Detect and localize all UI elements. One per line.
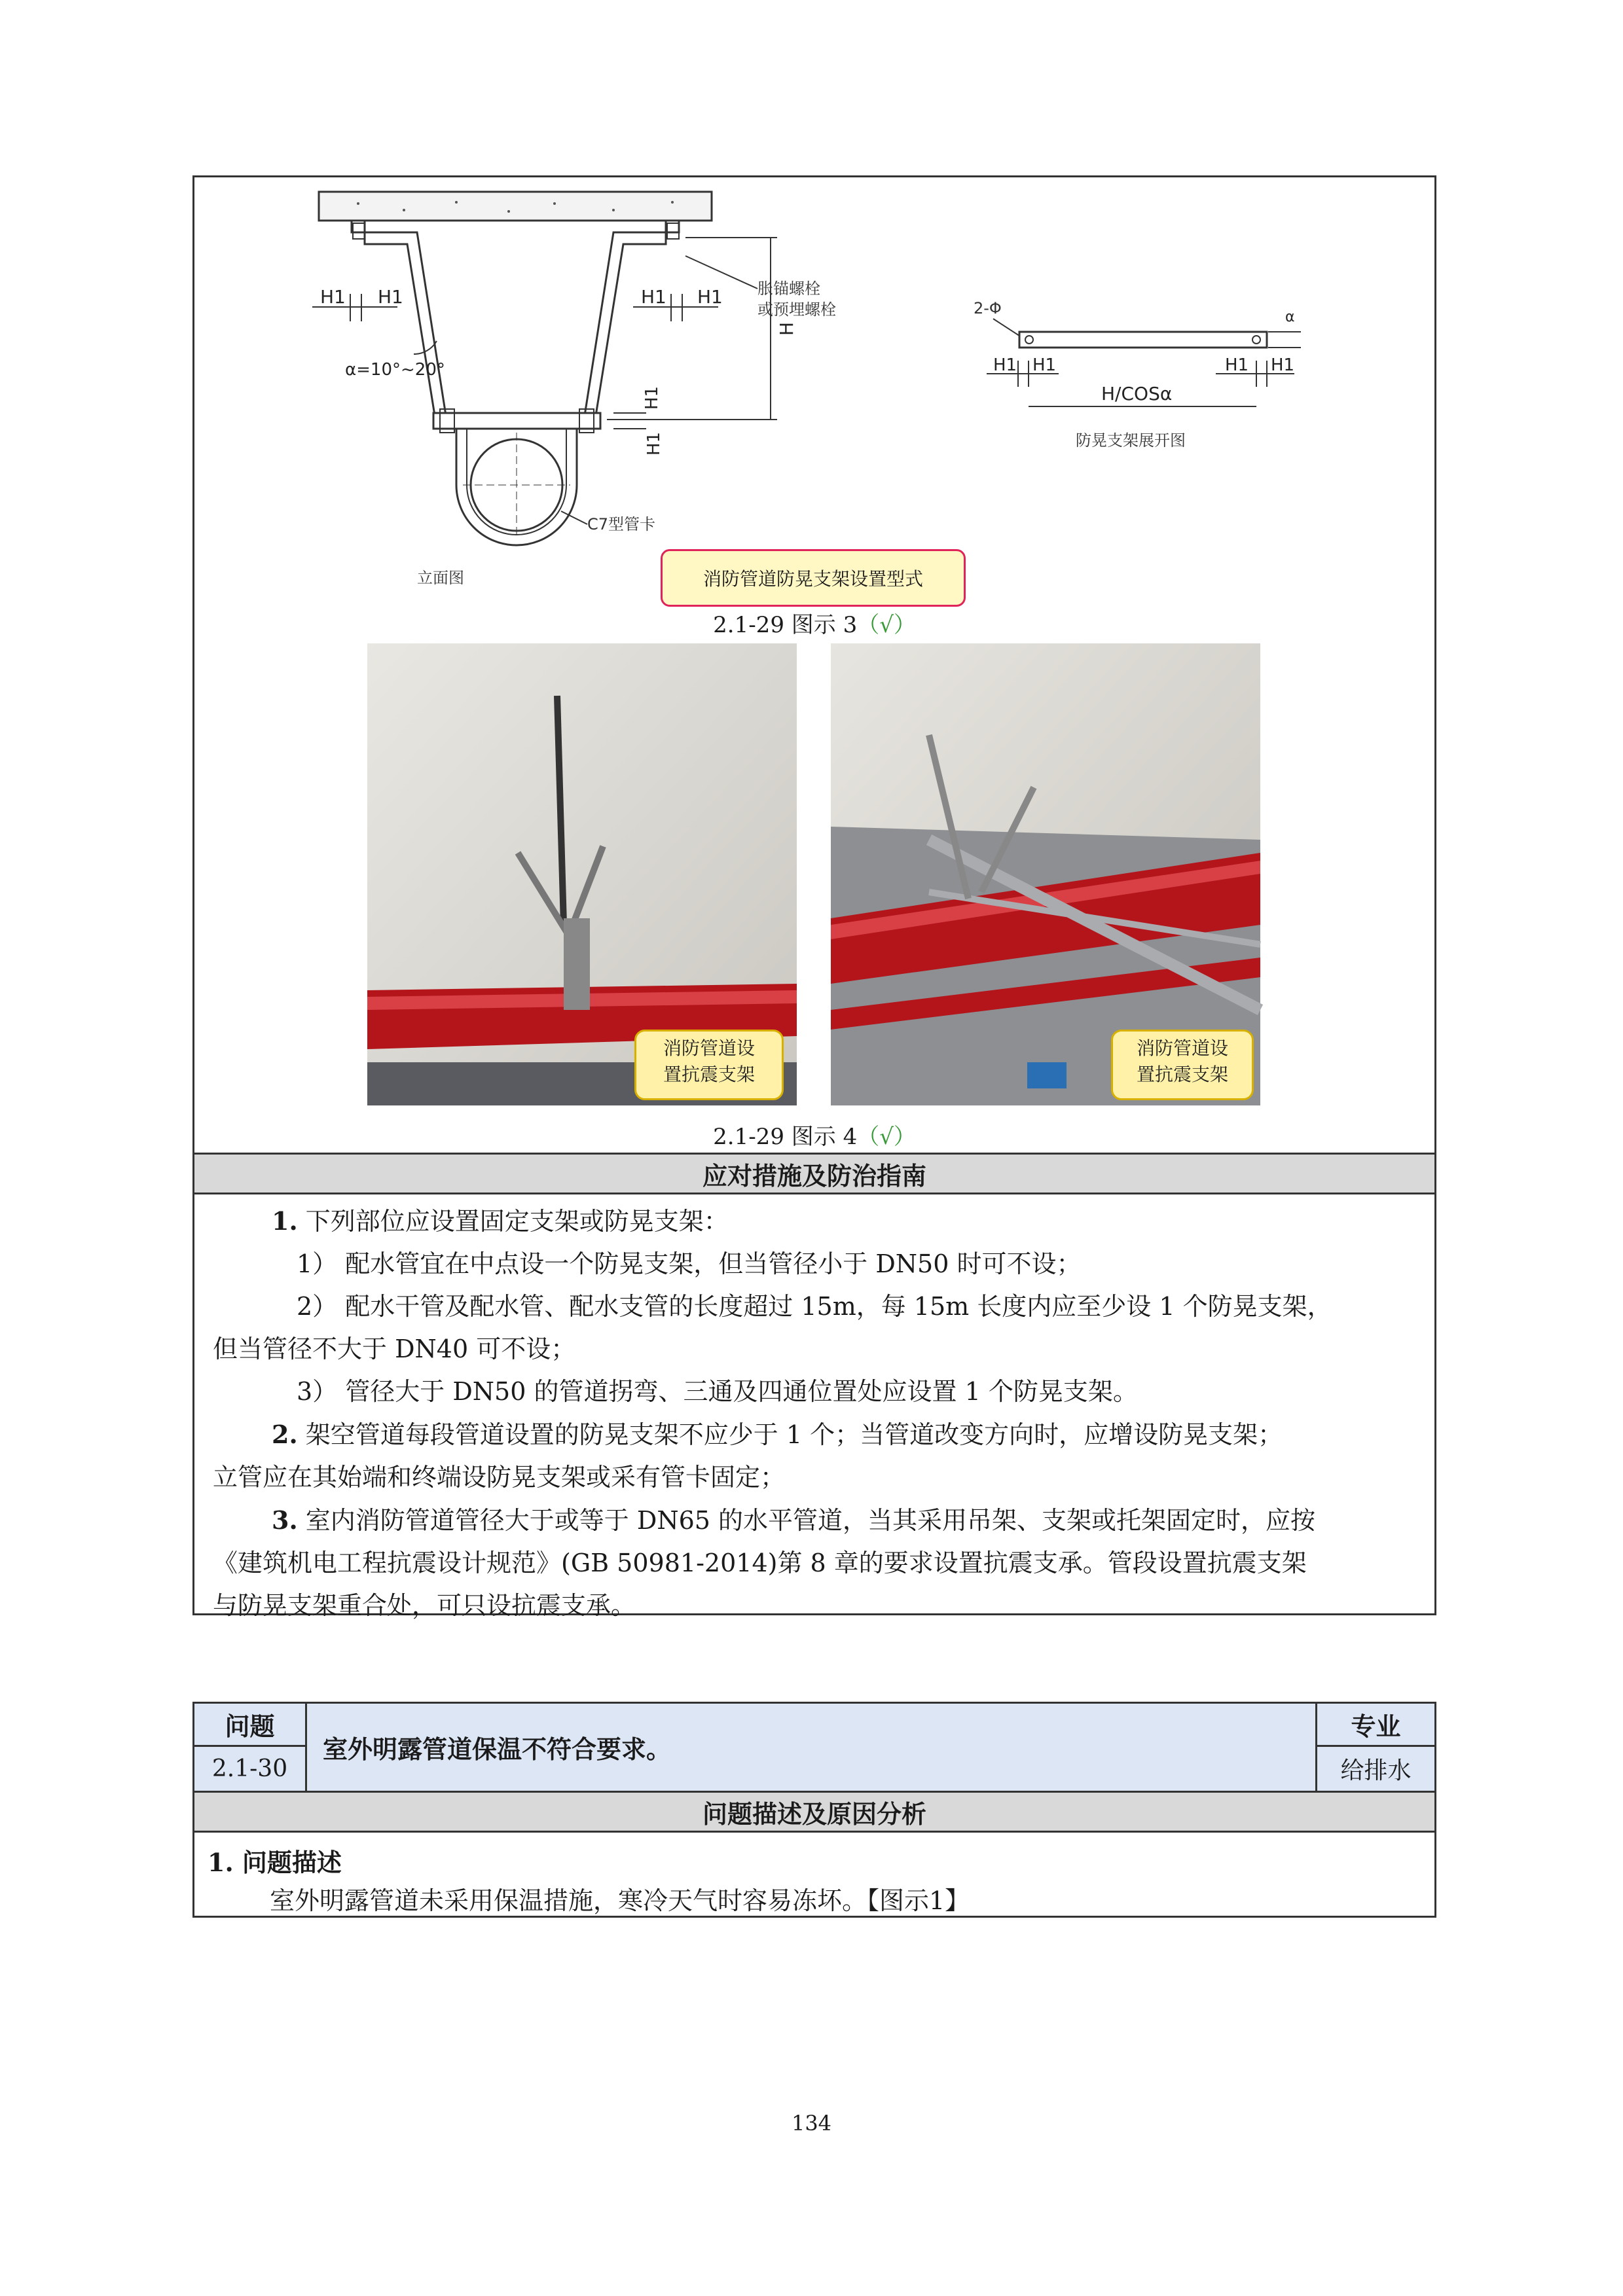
problem-section-heading	[194, 1791, 1434, 1833]
guide-item-1-3: 3） 管径大于 DN50 的管道拐弯、三通及四通位置处应设置 1 个防晃支架。	[297, 1377, 1138, 1406]
problem-number-text: 2.1-30	[211, 1755, 288, 1782]
photo-left-callout-line1: 消防管道设	[663, 1037, 755, 1059]
svg-text:或预埋螺栓: 或预埋螺栓	[757, 300, 836, 319]
svg-text:H1: H1	[993, 355, 1017, 375]
problem-label-text: 问题	[225, 1712, 275, 1741]
item-number: 3.	[272, 1505, 298, 1535]
item-text: 室内消防管道管径大于或等于 DN65 的水平管道，当其采用吊架、支架或托架固定时，应按	[305, 1506, 1315, 1535]
major-label-text: 专业	[1351, 1712, 1401, 1741]
svg-text:H1: H1	[641, 286, 666, 308]
photo-seismic-bracket-left	[367, 643, 797, 1105]
problem-number	[194, 1747, 307, 1791]
photo-left-callout-line2: 置抗震支架	[663, 1064, 755, 1085]
svg-text:H1: H1	[644, 431, 664, 456]
guide-heading	[194, 1153, 1434, 1194]
svg-text:α: α	[1285, 309, 1295, 325]
guide-item-1-1: 1） 配水管宜在中点设一个防晃支架，但当管径小于 DN50 时可不设；	[297, 1249, 1082, 1278]
svg-text:立面图: 立面图	[417, 569, 464, 587]
guide-item-3c: 与防晃支架重合处，可只设抗震支承。	[213, 1591, 636, 1620]
item-text: 下列部位应设置固定支架或防晃支架：	[305, 1207, 729, 1236]
problem-title	[307, 1704, 1315, 1791]
svg-text:H1: H1	[378, 286, 403, 308]
problem-label	[194, 1704, 307, 1747]
figure3-caption-text: 2.1-29 图示 3	[713, 612, 858, 638]
svg-text:H: H	[776, 321, 797, 336]
problem-desc-text: 室外明露管道未采用保温措施，寒冷天气时容易冻坏。【图示1】	[270, 1886, 970, 1915]
photo-right-callout-line2: 置抗震支架	[1136, 1064, 1228, 1085]
guide-item-3	[213, 1499, 1416, 1542]
bracket-drawing	[306, 184, 1295, 596]
guide-item-2	[213, 1413, 1416, 1456]
photo-right-callout-line1: 消防管道设	[1136, 1037, 1228, 1059]
guide-item-1	[213, 1200, 1416, 1243]
item-number: 2.	[272, 1420, 298, 1449]
major-label	[1315, 1704, 1434, 1747]
svg-text:C7型管卡: C7型管卡	[587, 515, 656, 533]
page-number: 134	[791, 2111, 832, 2136]
svg-text:防晃支架展开图: 防晃支架展开图	[1076, 431, 1186, 450]
figure4-caption-text: 2.1-29 图示 4	[713, 1124, 858, 1150]
problem-table	[192, 1702, 1436, 1918]
svg-text:2-Φ: 2-Φ	[974, 299, 1002, 317]
guide-heading-text: 应对措施及防治指南	[702, 1160, 926, 1191]
svg-text:α=10°~20°: α=10°~20°	[345, 360, 445, 380]
svg-text:H1: H1	[642, 386, 662, 410]
svg-text:H1: H1	[697, 286, 723, 308]
check-mark: （√）	[857, 612, 916, 638]
figure-table	[192, 175, 1436, 1620]
photo-right-callout	[1111, 1030, 1254, 1100]
problem-section-heading-text: 问题描述及原因分析	[702, 1799, 926, 1829]
svg-text:H1: H1	[1032, 355, 1057, 375]
svg-text:H1: H1	[320, 286, 346, 308]
item-text: 架空管道每段管道设置的防晃支架不应少于 1 个；当管道改变方向时，应增设防晃支架；	[305, 1420, 1283, 1449]
photo-seismic-bracket-right	[831, 643, 1260, 1105]
figure-area	[194, 177, 1434, 1153]
figure4-caption	[194, 1119, 1434, 1151]
guide-item-3b: 《建筑机电工程抗震设计规范》(GB 50981-2014)第 8 章的要求设置抗震支承。管段设置抗震支架	[213, 1549, 1307, 1577]
guide-item-1-2b: 但当管径不大于 DN40 可不设；	[213, 1335, 576, 1363]
problem-title-text: 室外明露管道保温不符合要求。	[323, 1734, 672, 1764]
check-mark: （√）	[857, 1124, 916, 1150]
guide-item-2b: 立管应在其始端和终端设防晃支架或采有管卡固定；	[213, 1463, 786, 1492]
major-value-text: 给排水	[1340, 1757, 1412, 1784]
photo-left-callout	[634, 1030, 784, 1100]
problem-desc-title: 1. 问题描述	[208, 1848, 342, 1877]
major-value	[1315, 1747, 1434, 1791]
figure3-callout-text: 消防管道防晃支架设置型式	[702, 568, 923, 590]
svg-text:H1: H1	[1225, 355, 1249, 375]
svg-text:H1: H1	[1271, 355, 1295, 375]
svg-text:胀锚螺栓: 胀锚螺栓	[757, 279, 820, 298]
figure3-callout	[661, 549, 966, 607]
svg-text:H/COSα: H/COSα	[1101, 383, 1173, 404]
item-number: 1.	[272, 1206, 298, 1236]
figure3-caption	[194, 607, 1434, 639]
guide-item-1-2a: 2） 配水干管及配水管、配水支管的长度超过 15m，每 15m 长度内应至少设 1 个防晃支架，	[297, 1292, 1332, 1321]
guide-body	[194, 1194, 1434, 1627]
